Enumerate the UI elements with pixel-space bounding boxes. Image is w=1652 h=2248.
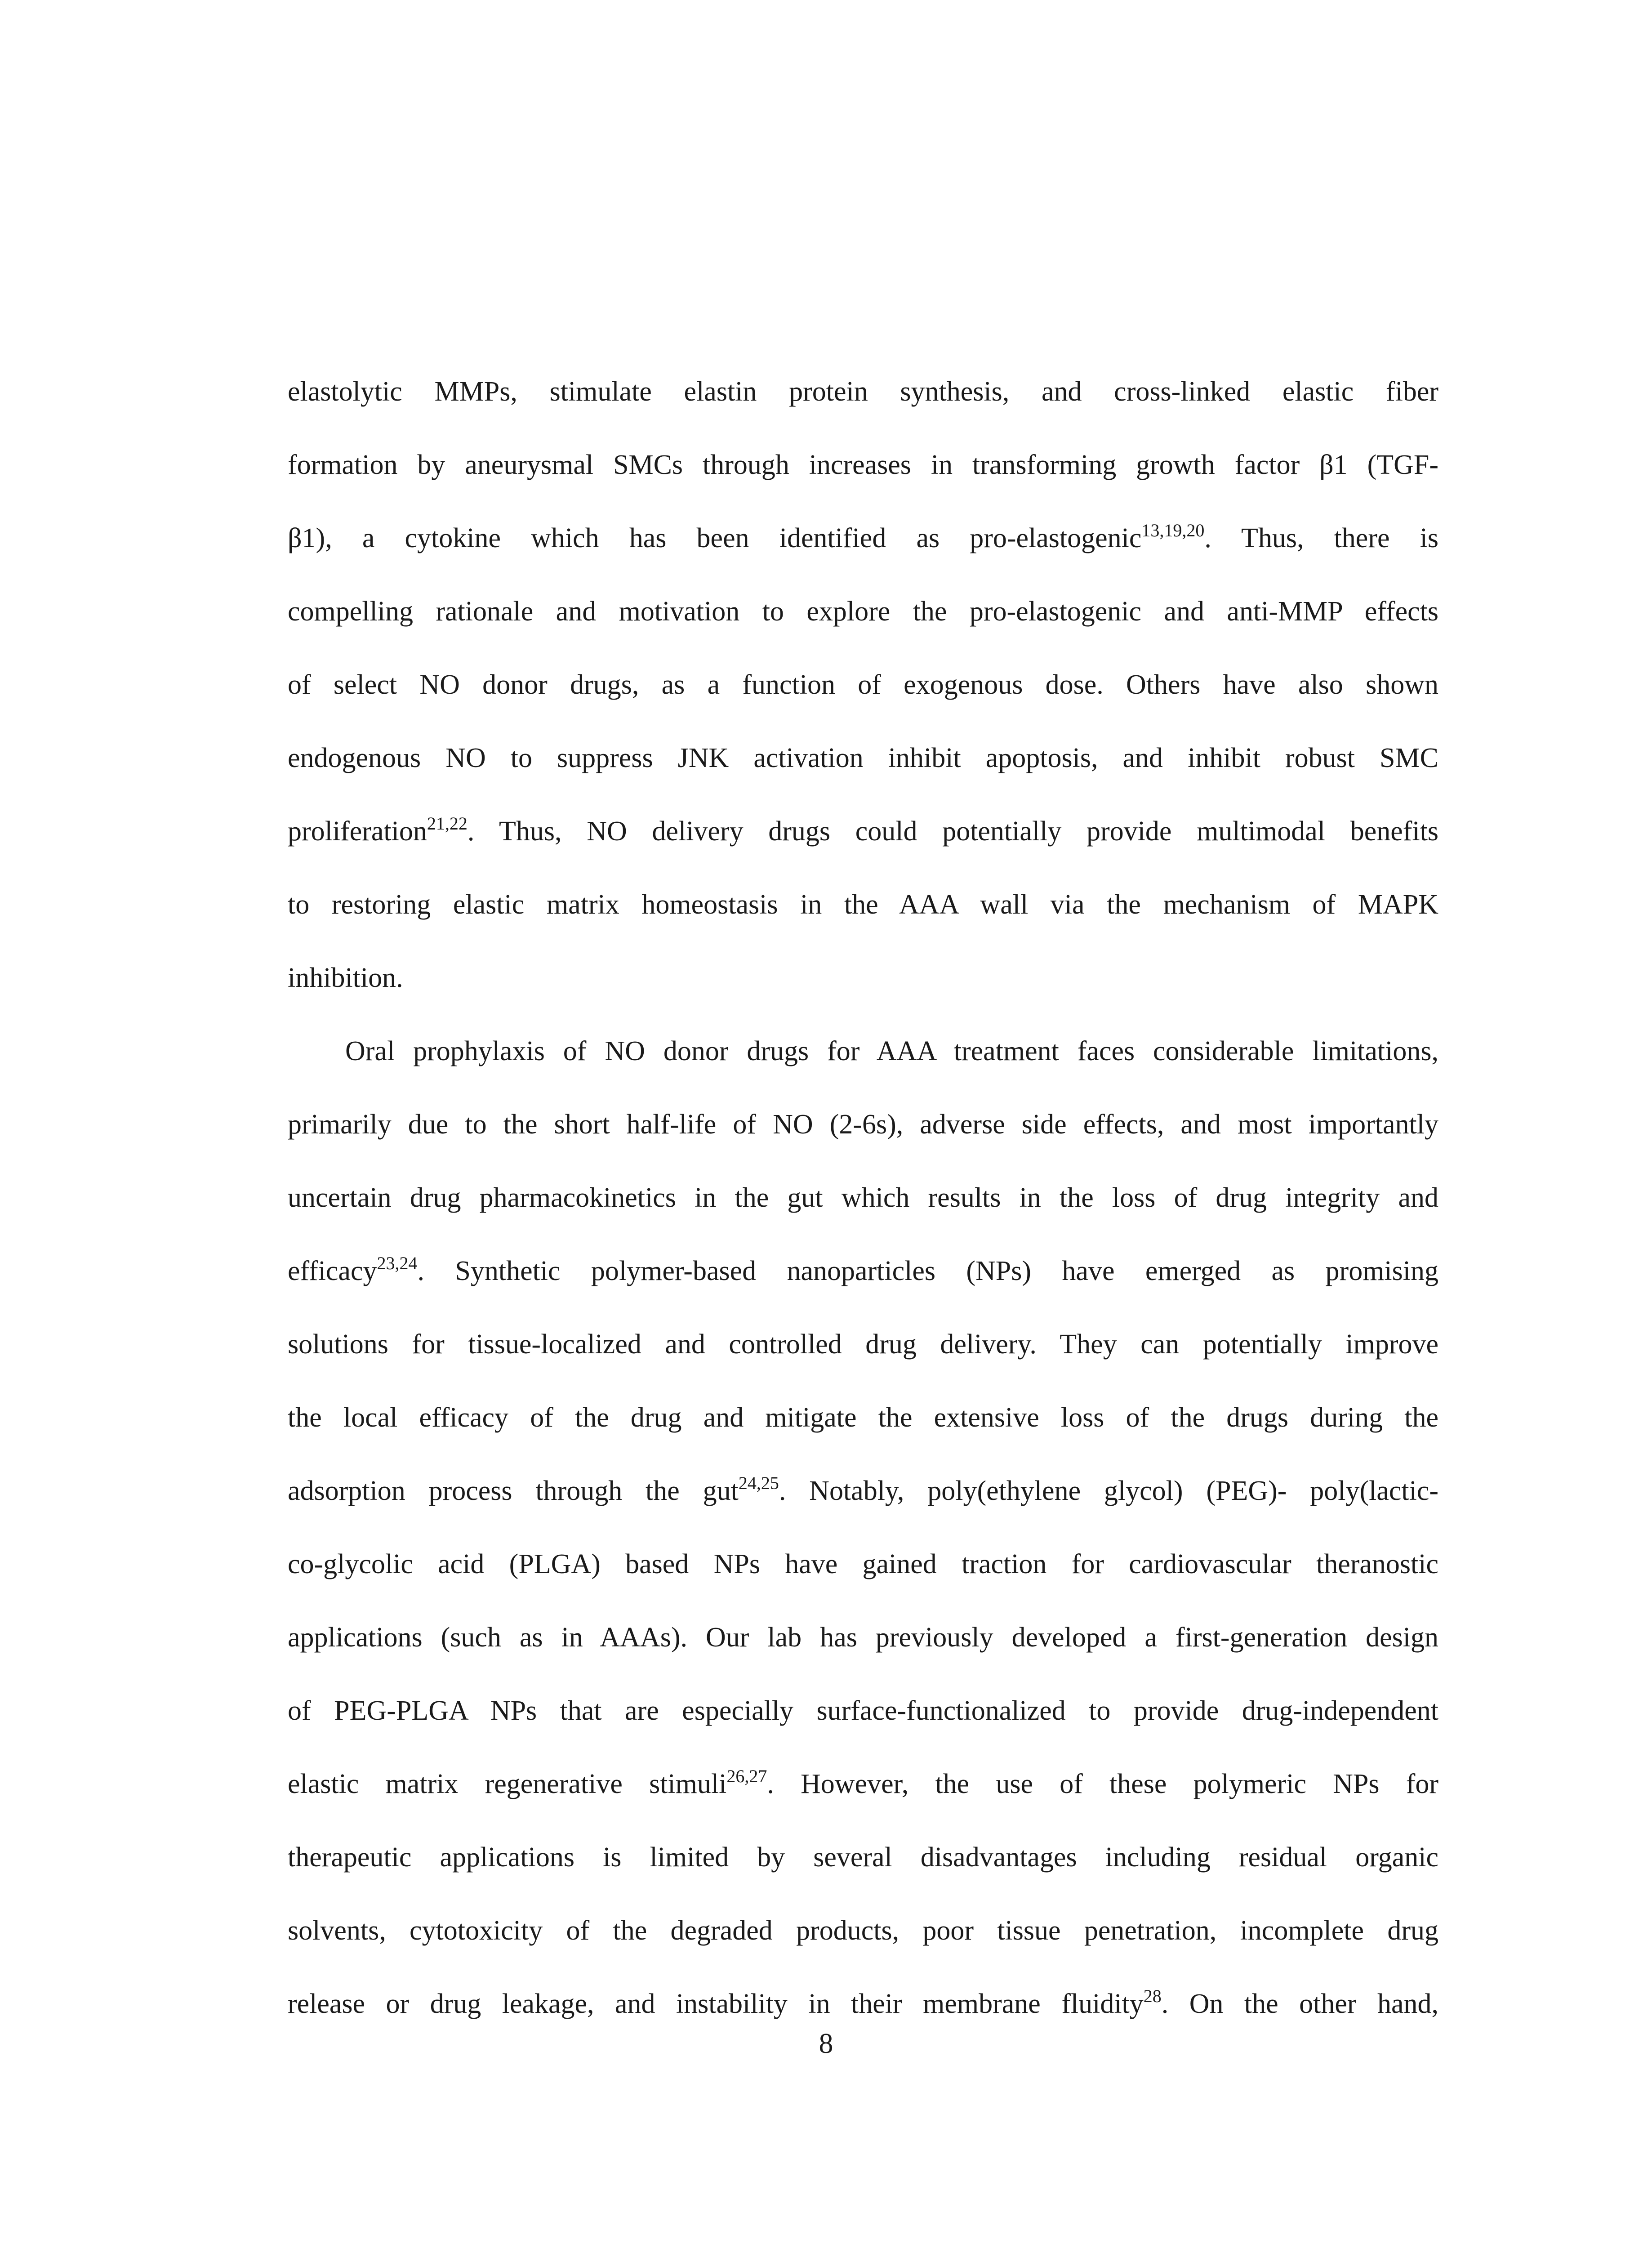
text-line [288,1528,1438,1601]
text-segment: inhibition. [288,963,403,993]
text-line [288,722,1438,795]
text-line [288,1235,1438,1308]
text-segment: elastic matrix regenerative stimuli [288,1769,727,1799]
text-line [288,355,1438,428]
text-line [288,1821,1438,1894]
text-line [288,941,1438,1015]
text-segment: of PEG-PLGA NPs that are especially surface-functionalized to provide drug-independent [288,1695,1438,1726]
text-line [288,1308,1438,1381]
text-segment: applications (such as in AAAs). Our lab has previously developed a first-generation design [288,1622,1438,1653]
text-line [288,502,1438,575]
text-segment: endogenous NO to suppress JNK activation inhibit apoptosis, and inhibit robust SMC [288,743,1438,773]
text-line [288,648,1438,722]
text-segment: proliferation [288,816,427,847]
citation-superscript: 28 [1143,1986,1162,2006]
text-segment: compelling rationale and motivation to explore the pro-elastogenic and anti-MMP effects [288,596,1438,627]
text-segment: efficacy [288,1256,377,1286]
text-segment: formation by aneurysmal SMCs through increases in transforming growth factor β1 (TGF- [288,450,1438,480]
text-segment: co-glycolic acid (PLGA) based NPs have gained traction for cardiovascular theranostic [288,1549,1438,1579]
citation-superscript: 13,19,20 [1141,520,1205,540]
text-segment: uncertain drug pharmacokinetics in the gut which results in the loss of drug integrity and [288,1182,1438,1213]
text-segment: . On the other hand, [1161,1989,1438,2019]
text-line [288,1674,1438,1748]
text-line [288,428,1438,502]
body-text [288,355,1438,2041]
citation-superscript: 23,24 [377,1253,418,1273]
text-segment: . Thus, there is [1204,523,1438,553]
text-segment: primarily due to the short half-life of NO (2-6s), adverse side effects, and most importantly [288,1109,1438,1140]
text-segment: . Notably, poly(ethylene glycol) (PEG)- poly(lactic- [779,1476,1439,1506]
citation-superscript: 21,22 [427,813,468,834]
text-segment: solvents, cytotoxicity of the degraded products, poor tissue penetration, incomplete drug [288,1915,1438,1946]
text-line [288,1601,1438,1674]
text-line [288,1748,1438,1821]
page-number: 8 [819,2027,833,2059]
text-line [288,1015,1438,1088]
text-line [288,1454,1438,1528]
citation-superscript: 24,25 [738,1473,779,1493]
text-line [288,868,1438,941]
text-segment: adsorption process through the gut [288,1476,739,1506]
text-segment: . Synthetic polymer-based nanoparticles (NPs) have emerged as promising [417,1256,1438,1286]
text-segment: elastolytic MMPs, stimulate elastin protein synthesis, and cross-linked elastic fiber [288,376,1438,407]
text-segment: . However, the use of these polymeric NPs for [767,1769,1439,1799]
text-segment: . Thus, NO delivery drugs could potentially provide multimodal benefits [467,816,1438,847]
text-segment: of select NO donor drugs, as a function of exogenous dose. Others have also shown [288,669,1438,700]
text-line [288,795,1438,868]
paragraph [288,355,1438,1015]
text-line [288,1381,1438,1454]
text-segment: the local efficacy of the drug and mitigate the extensive loss of the drugs during the [288,1402,1438,1433]
citation-superscript: 26,27 [726,1766,767,1786]
text-segment: to restoring elastic matrix homeostasis in the AAA wall via the mechanism of MAPK [288,889,1438,920]
text-line [288,1894,1438,1967]
text-segment: solutions for tissue-localized and controlled drug delivery. They can potentially improve [288,1329,1438,1360]
text-segment: Oral prophylaxis of NO donor drugs for AAA treatment faces considerable limitations, [345,1036,1438,1066]
text-line [288,1161,1438,1235]
text-segment: therapeutic applications is limited by several disadvantages including residual organic [288,1842,1438,1873]
paragraph [288,1015,1438,2041]
text-segment: release or drug leakage, and instability in their membrane fluidity [288,1989,1144,2019]
text-line [288,575,1438,648]
text-line [288,1088,1438,1161]
text-segment: β1), a cytokine which has been identified as pro-elastogenic [288,523,1142,553]
